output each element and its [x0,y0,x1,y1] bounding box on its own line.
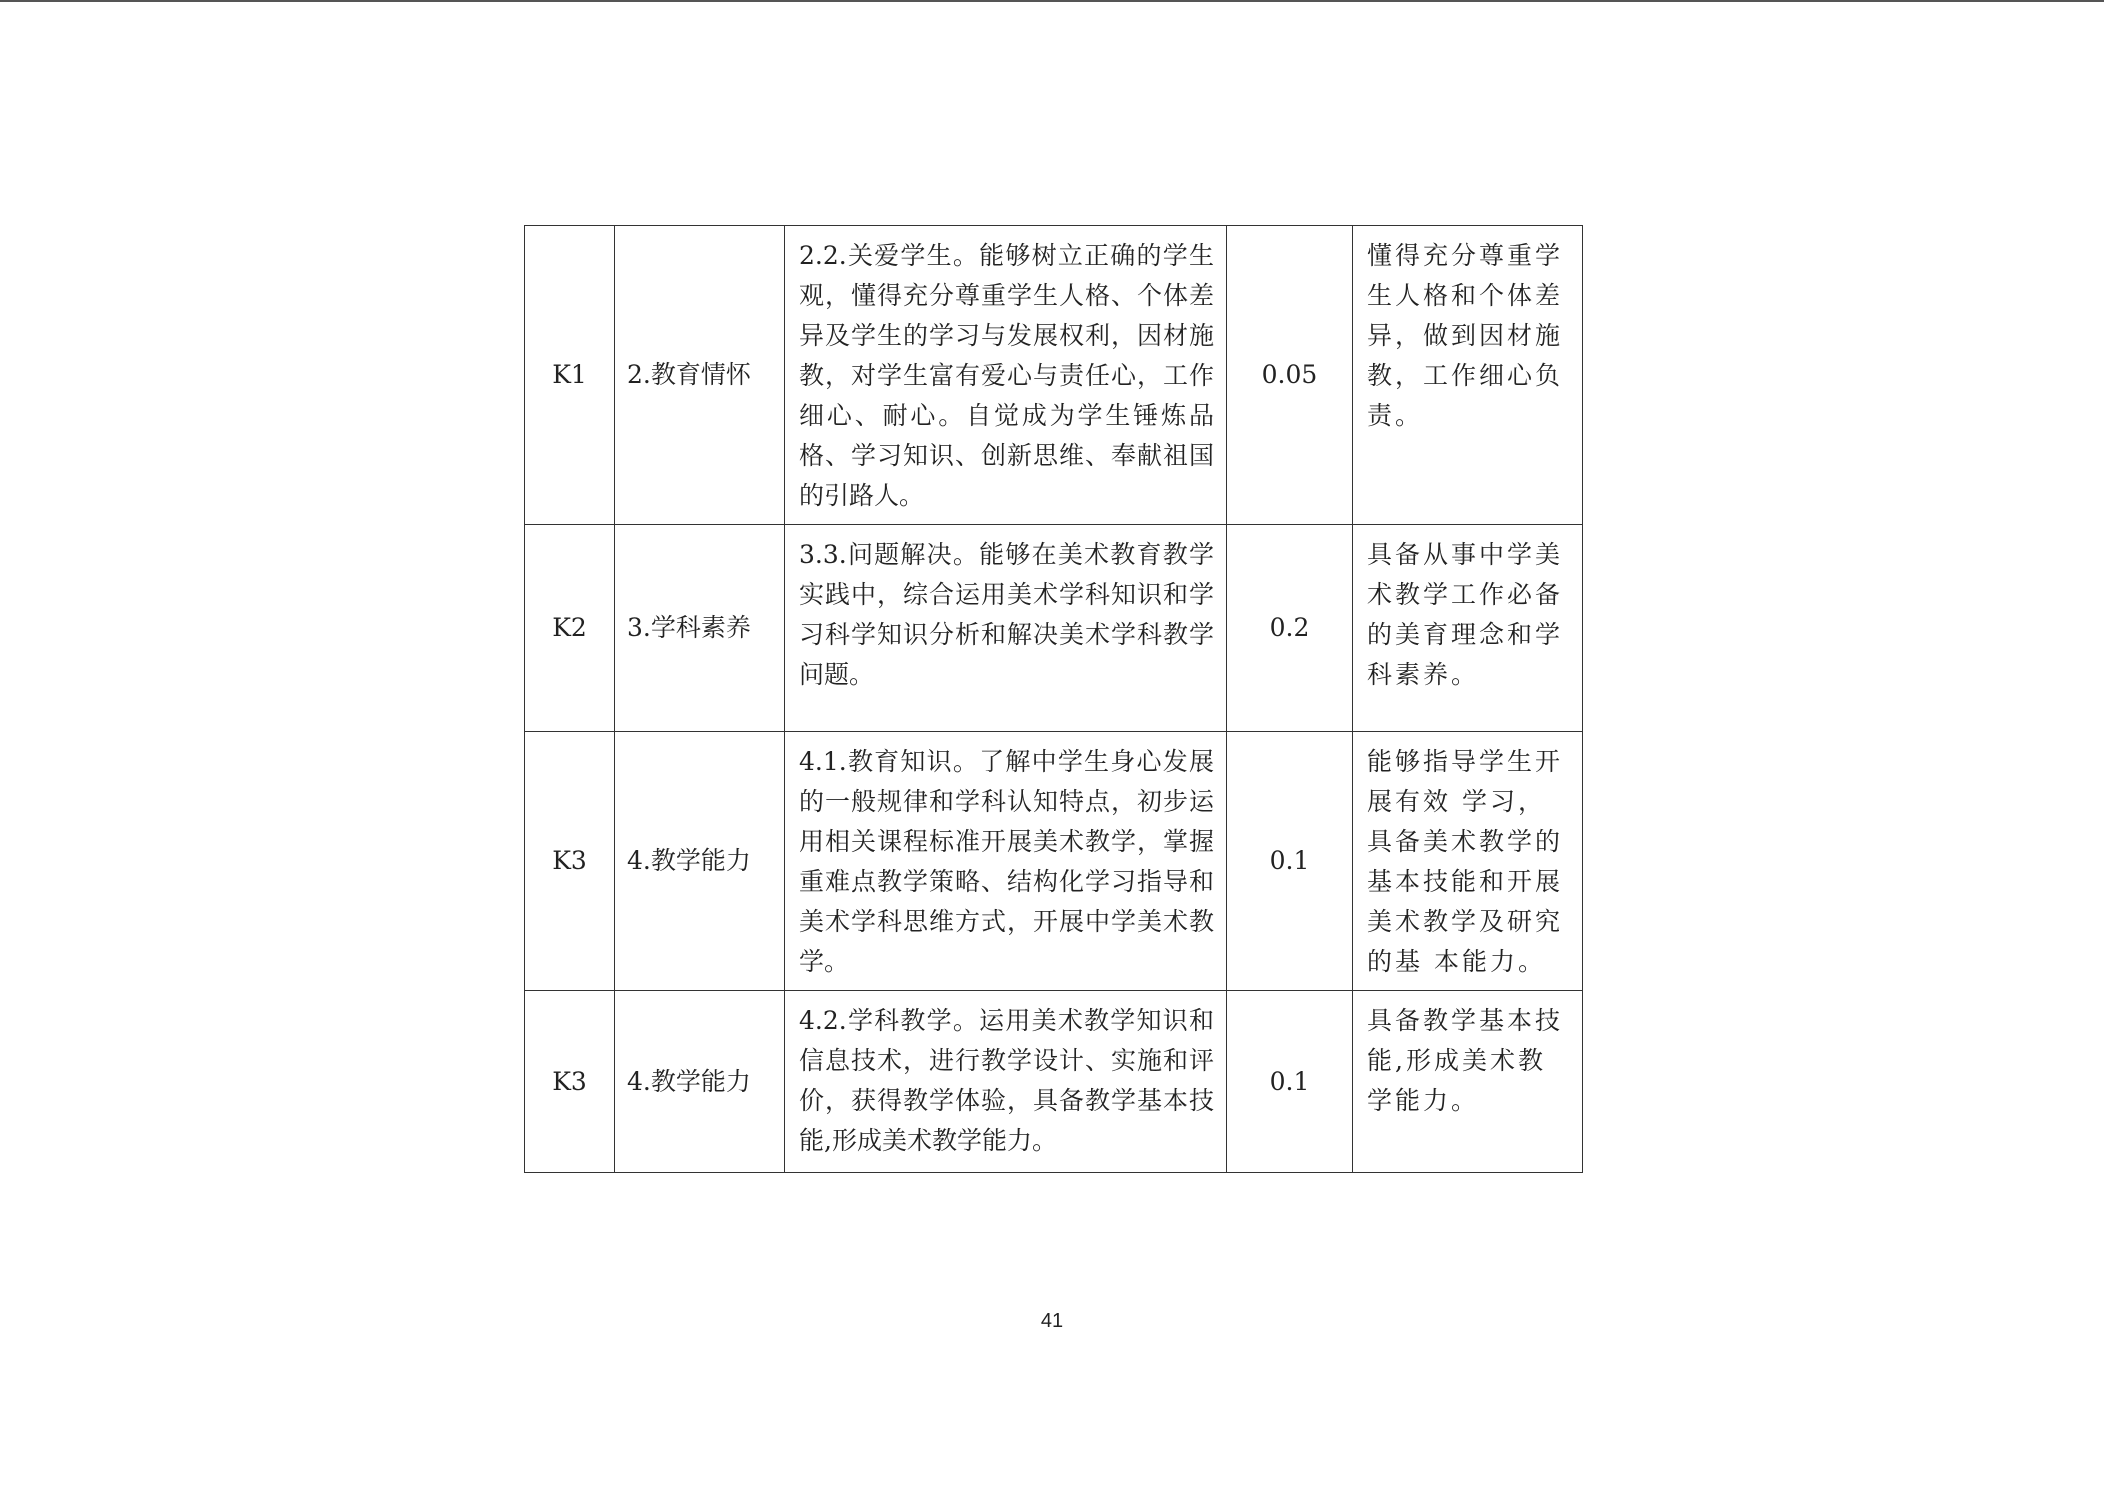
table-row [525,226,1583,525]
objective-code: K2 [525,525,615,732]
requirement-area: 4.教学能力 [615,732,785,991]
top-rule [0,0,2104,2]
requirement-description: 4.2.学科教学。运用美术教学知识和信息技术，进行教学设计、实施和评价，获得教学体验，具备教学基本技能,形成美术教学能力。 [785,991,1227,1173]
table-row [525,525,1583,732]
page-number: 41 [1040,1310,1064,1332]
support-weight: 0.1 [1227,991,1353,1173]
objective-code: K3 [525,991,615,1173]
course-goal: 能够指导学生开展有效 学习，具备美术教学的基本技能和开展美术教学及研究的基 本能力。 [1353,732,1583,991]
table-row [525,991,1583,1173]
objective-code: K3 [525,732,615,991]
support-weight: 0.05 [1227,226,1353,525]
requirement-description: 3.3.问题解决。能够在美术教育教学实践中，综合运用美术学科知识和学习科学知识分析和解决美术学科教学问题。 [785,525,1227,732]
objectives-table [524,225,1583,1173]
support-weight: 0.2 [1227,525,1353,732]
requirement-area: 2.教育情怀 [615,226,785,525]
table-row [525,732,1583,991]
requirement-description: 2.2.关爱学生。能够树立正确的学生观，懂得充分尊重学生人格、个体差异及学生的学习与发展权利，因材施教，对学生富有爱心与责任心，工作细心、耐心。自觉成为学生锤炼品格、学习知识、创新思维、奉献祖国的引路人。 [785,226,1227,525]
requirement-area: 4.教学能力 [615,991,785,1173]
course-goal: 懂得充分尊重学生人格和个体差异，做到因材施教，工作细心负责。 [1353,226,1583,525]
objective-code: K1 [525,226,615,525]
requirement-area: 3.学科素养 [615,525,785,732]
requirement-description: 4.1.教育知识。了解中学生身心发展的一般规律和学科认知特点，初步运用相关课程标准开展美术教学，掌握重难点教学策略、结构化学习指导和美术学科思维方式，开展中学美术教学。 [785,732,1227,991]
course-goal: 具备教学基本技能,形成美术教学能力。 [1353,991,1583,1173]
course-goal: 具备从事中学美术教学工作必备的美育理念和学科素养。 [1353,525,1583,732]
support-weight: 0.1 [1227,732,1353,991]
